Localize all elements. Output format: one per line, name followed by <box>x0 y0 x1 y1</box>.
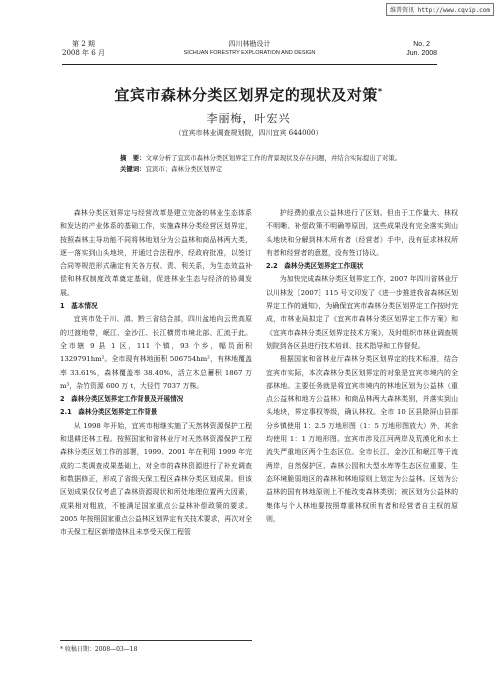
section-heading: 1 基本情况 <box>60 302 98 311</box>
title-text: 宜宾市森林分类区划界定的现状及对策 <box>114 86 378 104</box>
section-heading: 2 森林分类区划界定工作背景及开展情况 <box>60 395 184 404</box>
abstract-block <box>120 153 429 175</box>
keywords-text: 宜宾市；森林分类区划界定 <box>145 165 223 173</box>
issue-en: No. 2 <box>413 41 430 48</box>
keywords-label: 关键词： <box>120 165 146 173</box>
subsection-heading: 2.1 森林分类区划界定工作背景 <box>60 408 158 417</box>
date-cn: 2008 年 6 月 <box>62 49 105 57</box>
authors: 李丽梅，叶宏兴 <box>206 112 291 125</box>
date-en: Jun. 2008 <box>406 50 437 57</box>
footnote: * 收稿日期：2008—03—18 <box>60 640 252 653</box>
paragraph: 从 1998 年开始，宜宾市相继实施了天然林资源保护工程和退耕还林工程。按照国家和省林业厅对天然林资源保护工程森林分类区划工作的部署，1999、2001 年在利用 1999 年完成的二类调查成果基础上，对全市的森林资源进行了补充调查和数据修正，形成了省级天保工程区森林分类区划成果。但该区划成果仅仅考虑了森林资源现状和所处地理位置两大因素，成果相对粗放，不能满足国家重点公益林补偿政策的要求。2005 年按照国家重点公益林区划界定有关技术要求，再次对全市天保工程区新增造林且未享受天保工程管 <box>60 421 252 537</box>
paragraph: 宜宾市处于川、滇、黔三省结合部，四川盆地向云贵高原的过渡地带，岷江、金沙江、长江横贯市境北部、汇流于此。全市辖 9 县 1 区，111 个镇，93 个乡，幅员面积 1329791hm²。全市现有林地面积 506754hm²，有林地覆盖率 33.61%，森林覆盖率 38.40%，活立木总蓄积 1867 万 m³，杂竹资源 600 万 t，大径竹 7037 万株。 <box>60 315 252 390</box>
header-right <box>406 40 437 58</box>
paragraph: 根据国家和省林业厅森林分类区划界定的技术标准，结合宜宾市实际，本次森林分类区划界定的对象是宜宾市境内的全部林地。主要任务就是将宜宾市境内的林地区划为公益林（重点公益林和地方公益林）和商品林两大森林类别，并落实到山头地块，界定事权等级，确认林权。全市 10 区县除屏山县部分乡镇使用 1：2.5 万地形图（1：5 万地形图放大）外，其余均使用 1：1 万地形图。宜宾市涉及江河两岸及荒漠化和水土流失严重地区两个生态区位。全市长江、金沙江和岷江等干流两岸，自然保护区、森林公园和大型水库等生态区位重要、生态环境脆弱地区的森林和林地原则上划定为公益林。区划为公益林的国有林地原则上不能改变森林类别；被区划为公益林的集体与个人林地要按照尊重林权所有者和经营者自主权的原则， <box>266 355 458 523</box>
article-title <box>0 84 497 105</box>
paragraph: 为加快完成森林分类区划界定工作，2007 年四川省林业厅以川林发［2007］115 号文印发了《进一步推进我省森林区划界定工作的通知》，为确保宜宾市森林分类区划界定工作按时完成，市林业局拟定了《宜宾市森林分类区划界定工作方案》和《宜宾市森林分类区划界定技术方案》，及时组织市林业调查规划院到各区县进行技术培训、技术指导和工作督促。 <box>266 275 459 350</box>
paragraph: 护经费的重点公益林进行了区划。但由于工作量大、林权不明晰、补偿政策不明确等原因，这些成果没有完全落实到山头地块和分解到林木所有者（经营者）手中，没有征求林权所有者和经营者的意愿，没有签订协议。 <box>266 209 458 257</box>
subsection-heading: 2.2 森林分类区划界定工作现状 <box>266 262 364 271</box>
abstract-text: 文章分析了宜宾市森林分类区划界定工作的背景现状及存在问题，并结合实际提出了对策。 <box>145 154 402 162</box>
body-column-right <box>266 207 458 526</box>
title-footnote-mark: * <box>377 87 383 96</box>
abstract-label: 摘 要： <box>120 154 146 162</box>
source-watermark: 维普资讯 http://www.cqvip.com <box>386 3 494 16</box>
journal-name-en: SICHUAN FORESTRY EXPLORATION AND DESIGN <box>183 50 316 56</box>
paragraph: 森林分类区划界定与经营改革是建立完备的林业生态体系和发达的产业体系的基础工作，实施森林分类经营区划界定，按照森林主导功能不同将林地划分为公益林和商品林两大类，逐一落实到山头地块，并通过合法程序，经政府批准，以签订合同等规范形式确定有关各方权、责、利关系，为生态效益补偿和林权制度改革奠定基础，促进林业生态与经济的协调发展。 <box>60 209 252 297</box>
abstract <box>120 153 429 164</box>
affiliation: （宜宾市林业调查规划院，四川宜宾 644000） <box>174 129 323 137</box>
journal-name-cn: 四川林勘设计 <box>228 40 271 48</box>
keywords <box>120 164 429 175</box>
body-column-left <box>60 207 252 539</box>
issue-cn: 第 2 期 <box>72 40 95 48</box>
running-header <box>62 38 437 65</box>
header-center <box>62 40 437 58</box>
